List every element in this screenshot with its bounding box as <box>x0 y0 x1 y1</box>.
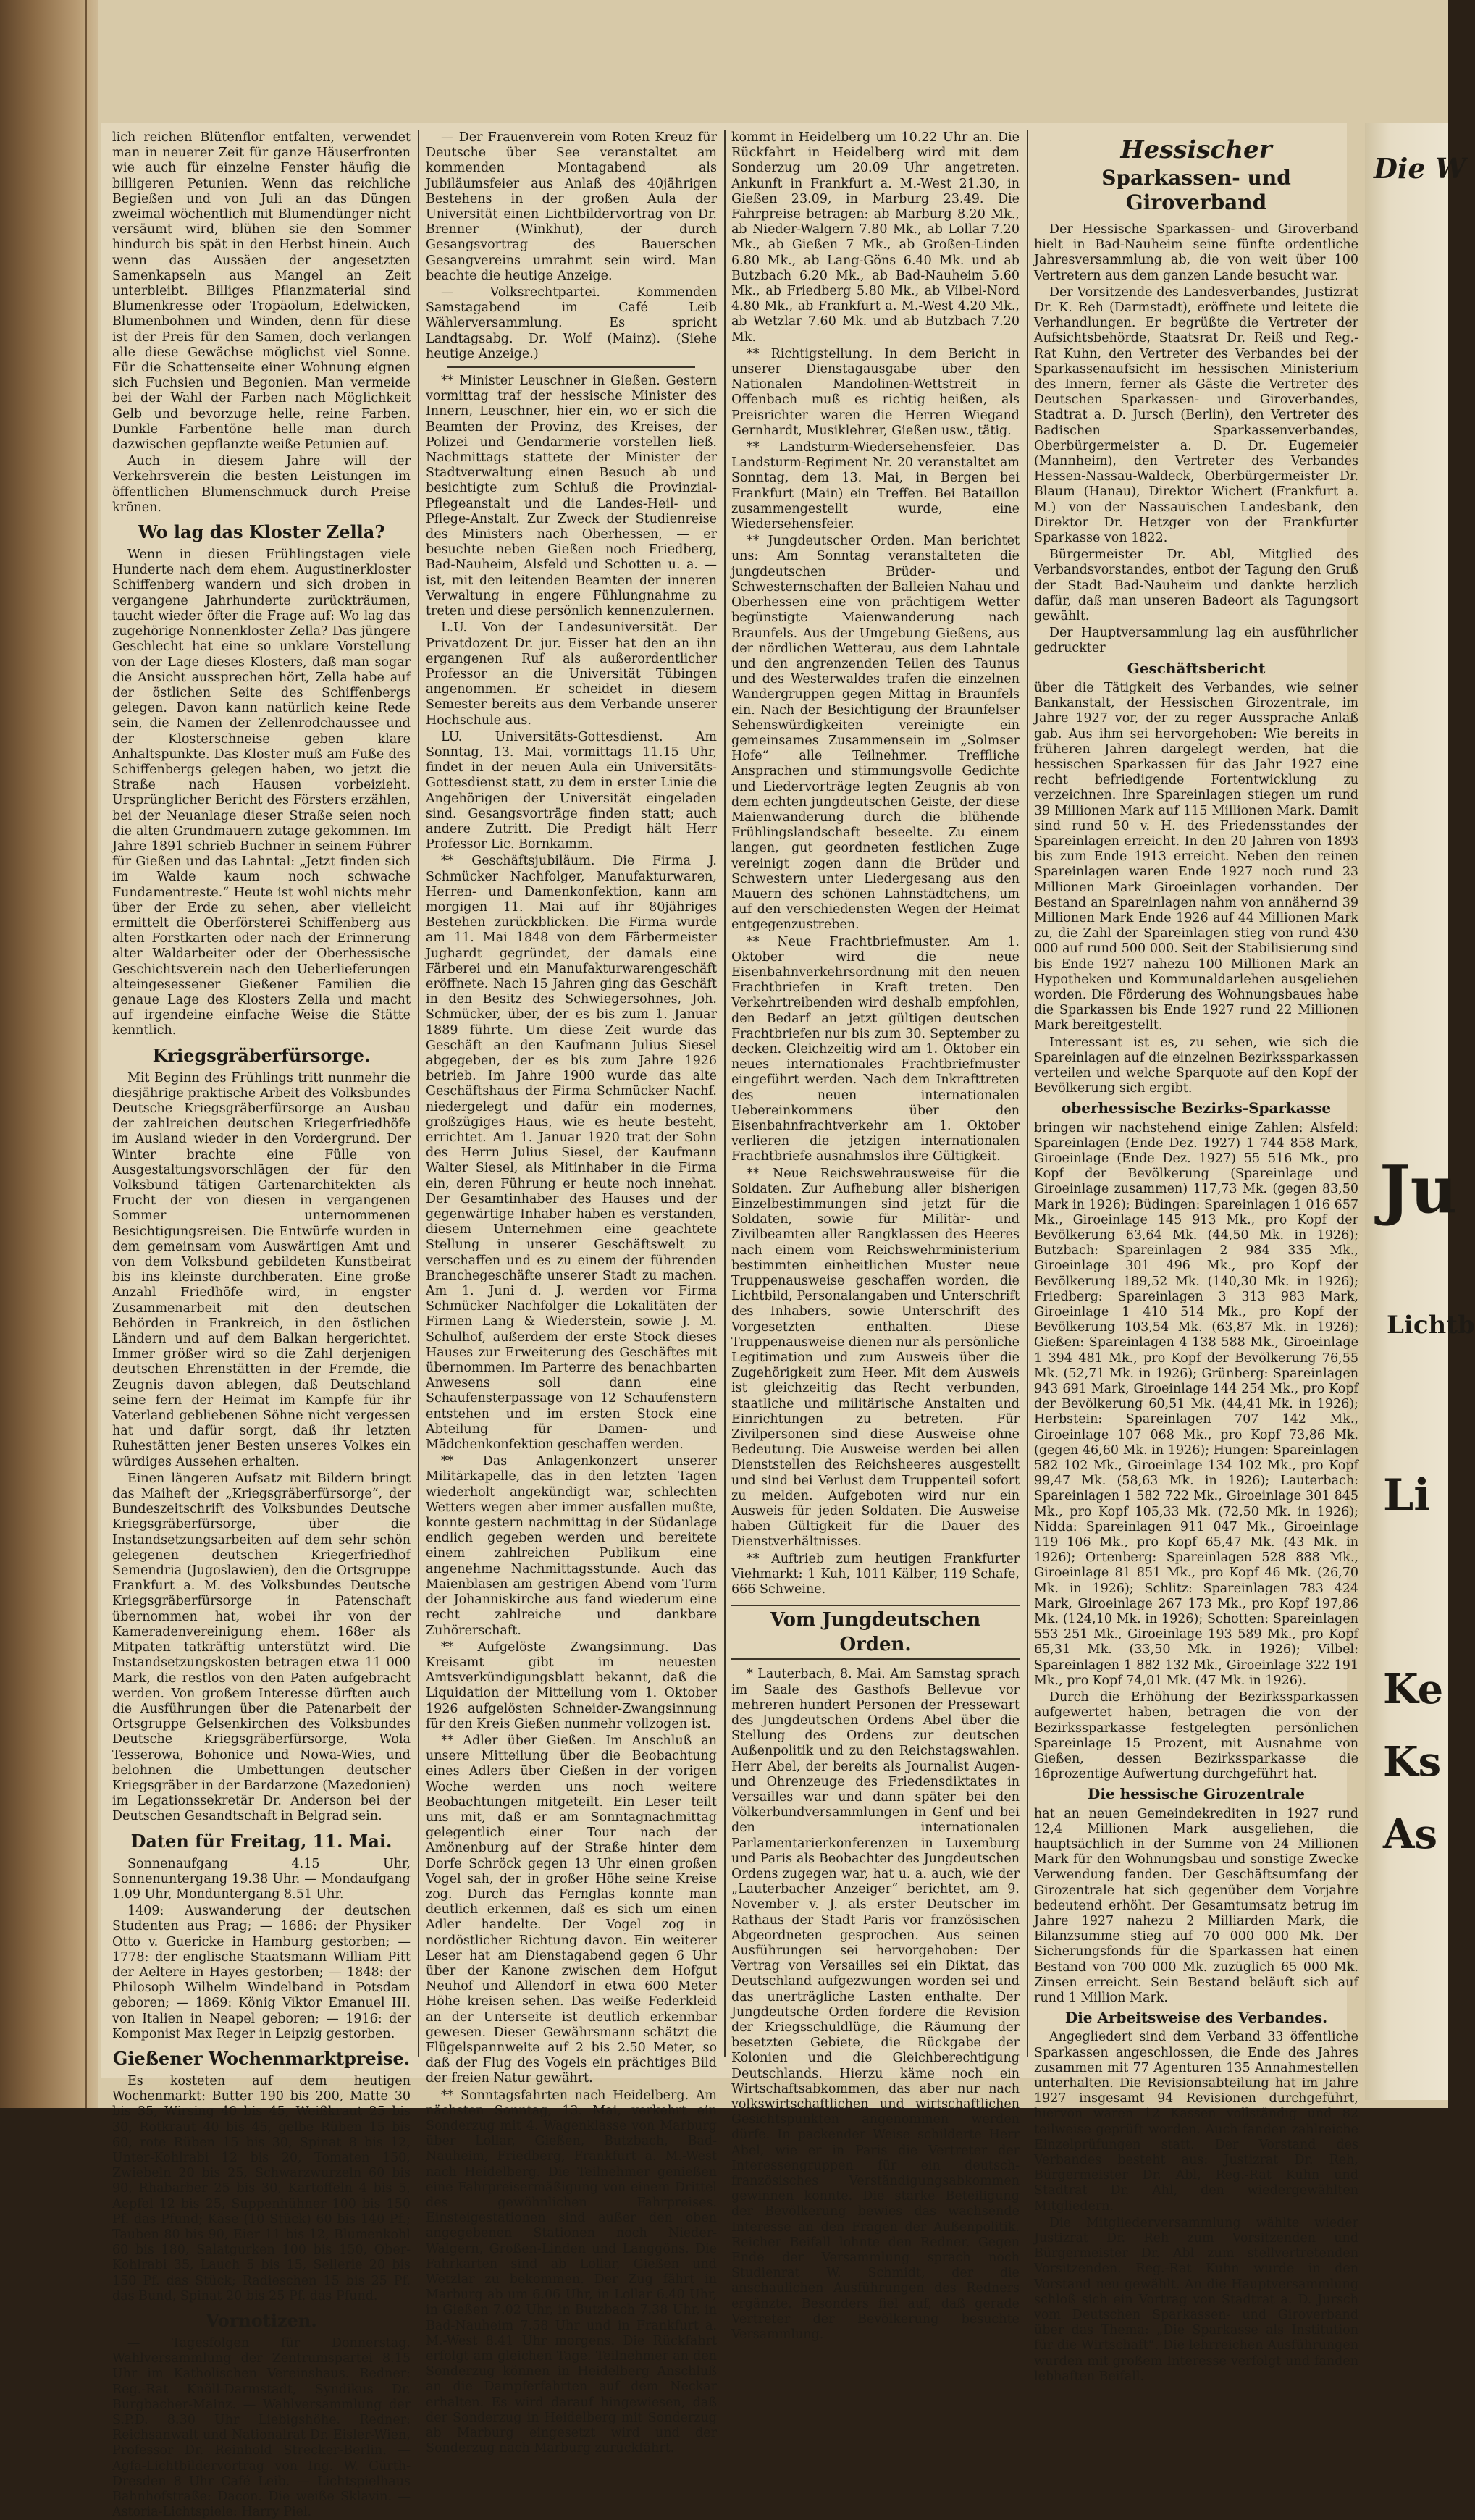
headline-hessischer: Hessischer <box>1120 135 1272 164</box>
paragraph: ** Richtigstellung. In dem Bericht in unserer Dienstagausgabe über den Nationalen Mandolinen-Wettstreit in Offenbach muß es richtig heißen, als Preisrichter waren die Herren Wiegand Gernhardt, Musiklehrer, Gießen usw., tätig. <box>731 346 1020 438</box>
paragraph: ** Aufgelöste Zwangsinnung. Das Kreisamt gibt im neuesten Amtsverkündigungsblatt bekannt, daß die Liquidation der Mitteilung vom 1. Oktober 1926 aufgelösten Schneider-Zwangsinnung für den Kreis Gießen nunmehr vollzogen ist. <box>426 1639 717 1731</box>
paragraph: ** Landsturm-Wiedersehensfeier. Das Landsturm-Regiment Nr. 20 veranstaltet am Sonntag, dem 13. Mai, in Bergen bei Frankfurt (Main) ein Treffen. Bei Bataillon zusammengestellt wurde, eine Wiedersehensfeier. <box>731 440 1020 532</box>
paragraph: ** Das Anlagenkonzert unserer Militärkapelle, das in den letzten Tagen wiederholt angekündigt war, schlechten Wetters wegen aber immer ausfallen mußte, konnte gestern nachmittag in der Südanlage endlich gegeben werden und bereitete einem zahlreichen Publikum eine angenehme Nachmittagsstunde. Auch das Maienblasen am gestrigen Abend vom Turm der Johanniskirche aus fand wiederum eine recht zahlreiche und dankbare Zuhörerschaft. <box>426 1454 717 1638</box>
book-binding <box>0 0 98 2108</box>
paragraph: Einen längeren Aufsatz mit Bildern bringt das Maiheft der „Kriegsgräberfürsorge“, der Bundeszeitschrift des Volksbundes Deutsche Kriegsgräberfürsorge, über die Instandsetzungsarbeiten auf dem sehr schön gelegenen deutschen Kriegerfriedhof Semendria (Jugoslawien), den die Ortsgruppe Frankfurt a. M. des Volksbundes Deutsche Kriegsgräberfürsorge in Patenschaft übernommen hat, wobei ihr von der Kameradenvereinigung ehem. 168er als Mitpaten tatkräftig unterstützt wird. Die Instandsetzungskosten betragen etwa 11 000 Mark, die restlos von den Paten aufgebracht werden. Von großem Interesse dürften auch die Ausführungen über die Patenarbeit der Ortsgruppe Gelsenkirchen des Volksbundes Deutsche Kriegsgräberfürsorge, Wola Tesserowa, Bohonice und Nowa-Wies, und belohnen die Umbettungen deutscher Kriegsgräber in der Bardarzone (Mazedonien) im Legationssekretär Dr. Anderson bei der Deutschen Gesandtschaft in Belgrad sein. <box>112 1471 411 1824</box>
facing-page-edge <box>1365 123 1475 2100</box>
subhead-bezirkssparkasse: oberhessische Bezirks-Sparkasse <box>1061 1099 1332 1117</box>
paragraph: ** Neue Frachtbriefmuster. Am 1. Oktober wird die neue Eisenbahnverkehrsordnung mit den neuen Frachtbriefen in Kraft treten. Den Verkehrtreibenden wird deshalb empfohlen, den Bedarf an jetzt gültigen deutschen Frachtbriefen nur bis zum 30. September zu decken. Gleichzeitig wird am 1. Oktober ein neues internationales Frachtbriefmuster eingeführt werden. Nach dem Inkrafttreten des neuen internationalen Uebereinkommens über den Eisenbahnfrachtverkehr am 1. Oktober verlieren die jetzigen internationalen Frachtbriefe ausnahmslos ihre Gültigkeit. <box>731 934 1020 1164</box>
column-2 <box>426 130 717 2456</box>
headline-sparkassenverband: Sparkassen- und Giroverband <box>1101 166 1291 214</box>
paragraph: * Lauterbach, 8. Mai. Am Samstag sprach im Saale des Gasthofs Bellevue vor mehreren hundert Personen der Pressewart des Jungdeutschen Ordens Abel über die Stellung des Ordens zur deutschen Außenpolitik und zu den Reichstagswahlen. Herr Abel, der bereits als Journalist Augen- und Ohrenzeuge des Friedensdiktates in Versailles war und dann später bei den Völkerbundversammlungen in Genf und bei den internationalen Parlamentarierkonferenzen in Luxemburg und Paris als Beobachter des Jungdeutschen Ordens zugegen war, hat u. a. auch, wie der „Lauterbacher Anzeiger“ berichtet, am 9. November v. J. als erster Deutscher im Rathaus der Stadt Paris vor französischen Abgeordneten gesprochen. Aus seinen Ausführungen sei hervorgehoben: Der Vertrag von Versailles sei ein Diktat, das Deutschland aufgezwungen worden sei und das unerträgliche Lasten enthalte. Der Jungdeutsche Orden fordere die Revision der Kriegsschuldlüge, die Räumung der besetzten Gebiete, die Rückgabe der Kolonien und die Gleichberechtigung Deutschlands. Hierzu käme noch ein Wirtschaftsabkommen, das aber nur nach volkswirtschaftlichen und wirtschaftlichen Gesichtspunkten angenommen werden dürfe. In packender Weise schilderte Herr Abel, wie er in Paris die Vertreter der Interessengruppen für ein deutsch-französisches Verständigungsabkommen gewinnen konnte. Die starke Beteiligung der Bevölkerung bewies das wachsende Interesse an den Fragen der Außenpolitik. Reicher Beifall lohnte den Redner. Gegen Ende der Versammlung sprach noch Studienrat W. Schmidt, der die anschaulichen Ausführungen des Redners ergänzte. Besonders fiel auf, daß gerade Vertreter der Bevölkerung besuchte Versammlung. <box>731 1667 1020 2343</box>
section-divider <box>447 366 695 368</box>
headline-vornotizen: Vornotizen. <box>206 2310 317 2332</box>
paragraph: L.U. Von der Landesuniversität. Der Privatdozent Dr. jur. Eisser hat den an ihn ergangenen Ruf als außerordentlicher Professor an die Universität Tübingen angenommen. Er scheidet in diesem Semester bereits aus dem Verbande unserer Hochschule aus. <box>426 621 717 728</box>
binding-edge <box>85 0 87 2108</box>
paragraph: — Der Frauenverein vom Roten Kreuz für Deutsche über See veranstaltet am kommenden Montagabend als Jubiläumsfeier aus Anlaß des 40jährigen Bestehens in der großen Aula der Universität einen Lichtbildervortrag von Dr. Brenner (Winkhut), der durch Gesangsvortrag des Bauerschen Gesangvereins umrahmt sein wird. Man beachte die heutige Anzeige. <box>426 130 717 283</box>
paragraph: ** Neue Reichswehrausweise für die Soldaten. Zur Aufhebung aller bisherigen Einzelbestimmungen sind jetzt für die Soldaten, sowie für Militär- und Zivilbeamten aller Rangklassen des Heeres nach einem vom Reichswehrministerium bestimmten einheitlichen Muster neue Truppenausweise geschaffen worden, die Lichtbild, Personalangaben und Unterschrift des Inhabers, sowie Unterschrift des Vorgesetzten enthalten. Diese Truppenausweise dienen nur als persönliche Legitimation und zum Ausweis über die Zugehörigkeit zum Heer. Mit dem Ausweis ist gleichzeitig das Recht verbunden, staatliche und militärische Anstalten und Einrichtungen zu betreten. Für Zivilpersonen sind diese Ausweise ohne Bedeutung. Die Ausweise werden bei allen Dienststellen des Reichsheeres ausgestellt und sind bei Verlust dem Truppenteil sofort zu melden. Aufgeboten wird nur ein Ausweis für jeden Soldaten. Die Ausweise haben Gültigkeit für die Dauer des Dienstverhältnisses. <box>731 1166 1020 1550</box>
paragraph: — Volksrechtpartei. Kommenden Samstagabend im Café Leib Wählerversammlung. Es spricht Landtagsabg. Dr. Wolf (Mainz). (Siehe heutige Anzeige.) <box>426 285 717 361</box>
paragraph: Der Hauptversammlung lag ein ausführlicher gedruckter <box>1034 626 1358 656</box>
paragraph: Auch in diesem Jahre will der Verkehrsverein die besten Leistungen im öffentlichen Blumenschmuck durch Preise krönen. <box>112 454 411 515</box>
paragraph: Es kosteten auf dem heutigen Wochenmarkt: Butter 190 bis 200, Matte 30 bis 35, Wirsing 40 bis 45, Weißkraut 25 bis 30, Rotkraut 40 bis 45, gelbe Rüben 15 bis 60, rote Rüben 15 bis 30, Spinat 8 bis 12, Unter-Kohlrabi 12 bis 20, Tomaten 150, Zwiebeln 20 bis 25, Schwarzwurzeln 60 bis 90, Rhabarber 25 bis 30, Kartoffeln 4 bis 5, Aepfel 12 bis 25, Suppenhühner 100 bis 150 Pf. das Pfund; Käse (10 Stück) 60 bis 140 Pf.; Tauben 80 bis 90, Eier 11 bis 12, Blumenkohl 60 bis 180, Salatgurken 100 bis 150, Ober-Kohlrabi 35, Lauch 5 bis 15, Sellerie 20 bis 150 Pf. das Stück; Radieschen 15 bis 25 Pf. das Bund, Spinat 20 bis 25 Pf. das Pfund. <box>112 2073 411 2303</box>
paragraph: Interessant ist es, zu sehen, wie sich die Spareinlagen auf die einzelnen Bezirkssparkassen verteilen und welche Sparquote auf den Kopf der Bevölkerung sich ergibt. <box>1034 1035 1358 1096</box>
paragraph: kommt in Heidelberg um 10.22 Uhr an. Die Rückfahrt in Heidelberg wird mit dem Sonderzug um 20.09 Uhr angetreten. Ankunft in Frankfurt a. M.-West 21.30, in Gießen 23.09, in Marburg 23.49. Die Fahrpreise betragen: ab Marburg 8.20 Mk., ab Nieder-Walgern 7.80 Mk., ab Lollar 7.20 Mk., ab Gießen 7 Mk., ab Großen-Linden 6.80 Mk., ab Lang-Göns 6.40 Mk. und ab Butzbach 6.20 Mk., ab Bad-Nauheim 5.60 Mk., ab Friedberg 5.80 Mk., ab Vilbel-Nord 4.80 Mk., ab Frankfurt a. M.-West 4.20 Mk., ab Wetzlar 7.60 Mk. und ab Butzbach 7.20 Mk. <box>731 130 1020 345</box>
paragraph: Angegliedert sind dem Verband 33 öffentliche Sparkassen angeschlossen, die Ende des Jahres zusammen mit 77 Agenturen 135 Annahmestellen unterhalten. Die Revisionsabteilung hat im Jahre 1927 insgesamt 94 Revisionen durchgeführt, hiervon waren 12 Kassen vollständig und 82 teilweise geprüft worden. Auch fanden zahlreiche Einzelprüfungen statt. Der Vorstand des Verbandes besteht aus: Justizrat Dr. Reh, Bürgermeister Dr. Abl, Reg.-Rat Kuhn und Stadtrat Dr. Ahl, den wiedergewählten Mitgliedern. <box>1034 2030 1358 2214</box>
facing-ad-text: As <box>1383 1810 1437 1858</box>
subhead-geschaeftsbericht: Geschäftsbericht <box>1127 659 1266 677</box>
paragraph: ** Minister Leuschner in Gießen. Gestern vormittag traf der hessische Minister des Innern, Leuschner, hier ein, wo er sich die Beamten der Provinz, des Kreises, der Polizei und Gendarmerie vorstellen ließ. Nachmittags stattete der Minister der Stadtverwaltung einen Besuch ab und besichtigte zum Schluß die Provinzial-Pflegeanstalt und die Landes-Heil- und Pflege-Anstalt. Zur Zweck der Studienreise des Ministers nach Oberhessen, — er besuchte neben Gießen noch Friedberg, Bad-Nauheim, Alsfeld und Schotten u. a. — ist, mit den leitenden Beamten der inneren Verwaltung in engere Fühlungnahme zu treten und diese persönlich kennenzulernen. <box>426 374 717 619</box>
paragraph: lich reichen Blütenflor entfalten, verwendet man in neuerer Zeit für ganze Häuserfronten wie auch für einzelne Fenster häufig die billigeren Petunien. Wenn das reichliche Begießen und von Juli an das Düngen zweimal wöchentlich mit Blumendünger nicht versäumt wird, blühen sie den Sommer hindurch bis spät in den Herbst hinein. Auch wenn das Aussäen der angesetzten Samenkapseln aus Mangel an Zeit unterbleibt. Billiges Pflanzmaterial sind Blumenkresse oder Tropäolum, Edelwicken, Blumenbohnen und Winden, denn für diese ist der Preis für den Samen, doch verlangen alle diese Gewächse möglichst viel Sonne. Für die Schattenseite einer Wohnung eignen sich Fuchsien und Begonien. Man vermeide bei der Wahl der Farben nach Möglichkeit Gelb und bevorzuge helle, reine Farben. Dunkle Farbentöne helle man durch dazwischen gepflanzte weiße Petunien auf. <box>112 130 411 453</box>
paragraph: ** Adler über Gießen. Im Anschluß an unsere Mitteilung über die Beobachtung eines Adlers über Gießen in der vorigen Woche werden uns noch weitere Beobachtungen mitgeteilt. Ein Leser teilt uns mit, daß er am Sonntagnachmittag gelegentlich einer Tour nach der Amönenburg auf der Straße hinter dem Dorfe Schröck gegen 13 Uhr einen großen Vogel sah, der in großer Höhe seine Kreise zog. Durch das Fernglas konnte man deutlich erkennen, daß es sich um einen Adler handelte. Der Vogel zog in nordöstlicher Richtung davon. Ein weiterer Leser hat am Dienstagabend gegen 6 Uhr über der Kanone zwischen dem Hofgut Neuhof und Allendorf in etwa 600 Meter Höhe kreisen sehen. Das weiße Federkleid an der Unterseite ist deutlich erkennbar gewesen. Dieser Gewährsmann schätzt die Flügelspannweite auf 2 bis 2.50 Meter, so daß der Flug des Vogels ein prächtiges Bild der freien Natur gewährt. <box>426 1733 717 2086</box>
paragraph: ** Geschäftsjubiläum. Die Firma J. Schmücker Nachfolger, Manufakturwaren, Herren- und Damenkonfektion, kann am morgigen 11. Mai auf ihr 80jähriges Bestehen zurückblicken. Die Firma wurde am 11. Mai 1848 von dem Färbermeister Jughardt gegründet, der damals eine Färberei und ein Manufakturwarengeschäft eröffnete. Nach 15 Jahren ging das Geschäft in den Besitz des Schwiegersohnes, Joh. Schmücker, über, der es bis zum 1. Januar 1889 führte. Um diese Zeit wurde das Geschäft an den Kaufmann Julius Siesel abgegeben, der es bis zum Jahre 1926 betrieb. Im Jahre 1900 wurde das alte Geschäftshaus der Firma Schmücker Nachf. niedergelegt und dafür ein modernes, großzügiges Haus, wie es heute besteht, errichtet. Am 1. Januar 1920 trat der Sohn des Herrn Julius Siesel, der Kaufmann Walter Siesel, als Mitinhaber in die Firma ein, deren Führung er heute noch innehat. Der Gesamtinhaber des Hauses und der gegenwärtige Inhaber haben es verstanden, diesem Unternehmen eine geachtete Stellung in unserer Geschäftswelt zu verschaffen und es zu einem der führenden Branchegeschäfte unserer Stadt zu machen. Am 1. Juni d. J. werden vor Firma Schmücker Nachfolger die Lokalitäten der Firmen Lang & Wiederstein, sowie J. M. Schulhof, außerdem der erste Stock dieses Hauses zur Erweiterung des Geschäftes mit übernommen. Im Parterre des benachbarten Anwesens soll dann eine Schaufensterpassage von 12 Schaufenstern entstehen und im ersten Stock eine Abteilung für Damen- und Mädchenkonfektion geschaffen werden. <box>426 854 717 1453</box>
headline-daten: Daten für Freitag, 11. Mai. <box>130 1830 392 1852</box>
headline-jungdeutscher-orden: Vom Jungdeutschen Orden. <box>731 1605 1020 1660</box>
paragraph: Der Hessische Sparkassen- und Giroverband hielt in Bad-Nauheim seine fünfte ordentliche Jahresversammlung ab, die von weit über 100 Vertretern aus dem ganzen Lande besucht war. <box>1034 222 1358 283</box>
facing-ad-text: Ju <box>1379 1151 1458 1228</box>
headline-marktpreise: Gießener Wochenmarktpreise. <box>112 2047 411 2069</box>
paragraph: über die Tätigkeit des Verbandes, wie seiner Bankanstalt, der Hessischen Girozentrale, im Jahre 1927 vor, der zu reger Aussprache Anlaß gab. Aus ihm sei hervorgehoben: Wie bereits in früheren Jahren dargelegt werden, hat die hessischen Sparkassen für das Jahr 1927 eine recht befriedigende Fortentwicklung zu verzeichnen. Ihre Spareinlagen stiegen um rund 39 Millionen Mark auf 115 Millionen Mark. Damit sind rund 50 v. H. des Friedensstandes der Spareinlagen erreicht. In den 20 Jahren von 1893 bis zum Ende 1913 erreicht. Neben den reinen Spareinlagen waren Ende 1927 noch rund 23 Millionen Mark Giroeinlagen vorhanden. Der Bestand an Spareinlagen nahm von annähernd 39 Millionen Mark Ende 1926 auf 44 Millionen Mark zu, die Zahl der Spareinlagen stieg von rund 430 000 auf rund 500 000. Seit der Stabilisierung sind bis Ende 1927 nahezu 100 Millionen Mark an Hypotheken und Kommunaldarlehen ausgeliehen worden. Die Förderung des Wohnungsbaues habe die Sparkassen bis Ende 1927 rund 22 Millionen Mark bereitgestellt. <box>1034 680 1358 1033</box>
column-4 <box>1034 134 1358 2384</box>
facing-ad-text: Ke <box>1383 1666 1444 1713</box>
headline-zella: Wo lag das Kloster Zella? <box>138 521 385 543</box>
subhead-arbeitsweise: Die Arbeitsweise des Verbandes. <box>1064 2009 1328 2027</box>
paragraph: LU. Universitäts-Gottesdienst. Am Sonntag, 13. Mai, vormittags 11.15 Uhr, findet in der neuen Aula ein Universitäts-Gottesdienst statt, zu dem in erster Linie die Angehörigen der Universität eingeladen sind. Gesangsvorträge finden statt; auch andere Zutritt. Die Predigt hält Herr Professor Lic. Bornkamm. <box>426 729 717 852</box>
column-1 <box>112 130 411 2520</box>
column-3 <box>731 130 1020 2343</box>
facing-ad-text: Lichtb <box>1387 1311 1475 1340</box>
subhead-girozentrale: Die hessische Girozentrale <box>1088 1785 1305 1803</box>
column-rule <box>418 130 419 2057</box>
paragraph: — Tagesfolgen für Donnerstag. Wahlversammlung der Zentrumspartei 8.15 Uhr im Katholischen Vereinshaus. Redner: Reg.-Rat Knöll-Darmstadt, Syndikus Dr. Burgbacher-Mainz. — Wahlversammlung der S.P.D. 8.30 Uhr Liebigshöhe. Redner: Reichsanwalt und Nationalrat Dr. Eisler-Wien, Professor Dr. Reinhold Strecker-Berlin. — Agfa-Lichtbildervortrag von Ing. W. Gürth-Dresden 8 Uhr Café Leib. — Lichtspielhaus Bahnhofstraße: Dacon. Die weiße Sklavin. — Astoria-Lichtspiele: Harry Piel. <box>112 2336 411 2520</box>
paragraph: ** Auftrieb zum heutigen Frankfurter Viehmarkt: 1 Kuh, 1011 Kälber, 119 Schafe, 666 Schweine. <box>731 1551 1020 1597</box>
paragraph: hat an neuen Gemeindekrediten in 1927 rund 12,4 Millionen Mark ausgeliehen, die hauptsächlich in der Summe von 24 Millionen Mark für den Wohnungsbau und sonstige Zwecke Verwendung fanden. Der Geschäftsumfang der Girozentrale hat sich gegenüber dem Vorjahre bedeutend erhöht. Der Gesamtumsatz betrug im Jahre 1927 nahezu 2 Milliarden Mark, die Bilanzsumme stieg auf 70 000 000 Mk. Der Sicherungsfonds für die Sparkassen hat einen Bestand von 700 000 Mk. zuzüglich 65 000 Mk. Zinsen erreicht. Sein Bestand beläuft sich auf rund 1 Million Mark. <box>1034 1806 1358 2005</box>
paragraph: bringen wir nachstehend einige Zahlen: Alsfeld: Spareinlagen (Ende Dez. 1927) 1 744 858 Mark, Giroeinlage (Ende Dez. 1927) 55 516 Mk., pro Kopf der Bevölkerung (Spareinlage und Giroeinlage zusammen) 117,73 Mk. (gegen 83,50 Mark in 1926); Büdingen: Spareinlagen 1 016 657 Mk., Giroeinlage 145 913 Mk., pro Kopf der Bevölkerung 63,64 Mk. (44,50 Mk. in 1926); Butzbach: Spareinlagen 2 984 335 Mk., Giroeinlage 301 496 Mk., pro Kopf der Bevölkerung 189,52 Mk. (140,30 Mk. in 1926); Friedberg: Spareinlagen 3 313 983 Mark, Giroeinlage 1 410 514 Mk., pro Kopf der Bevölkerung 103,54 Mk. (63,87 Mk. in 1926); Gießen: Spareinlagen 4 138 588 Mk., Giroeinlage 1 394 481 Mk., pro Kopf der Bevölkerung 76,55 Mk. (52,71 Mk. in 1926); Grünberg: Spareinlagen 943 691 Mark, Giroeinlage 144 254 Mk., pro Kopf der Bevölkerung 60,51 Mk. (44,41 Mk. in 1926); Herbstein: Spareinlagen 707 142 Mk., Giroeinlage 107 068 Mk., pro Kopf 73,86 Mk. (gegen 46,60 Mk. in 1926); Hungen: Spareinlagen 582 102 Mk., Giroeinlage 134 102 Mk., pro Kopf 99,47 Mk. (58,63 Mk. in 1926); Lauterbach: Spareinlagen 1 582 722 Mk., Giroeinlage 301 845 Mk., pro Kopf 105,33 Mk. (72,50 Mk. in 1926); Nidda: Spareinlagen 911 047 Mk., Giroeinlage 119 106 Mk., pro Kopf 65,47 Mk. (43 Mk. in 1926); Ortenberg: Spareinlagen 528 888 Mk., Giroeinlage 81 851 Mk., pro Kopf 46 Mk. (26,70 Mk. in 1926); Schlitz: Spareinlagen 783 424 Mark, Giroeinlage 267 173 Mk., pro Kopf 197,86 Mk. (124,10 Mk. in 1926); Schotten: Spareinlagen 553 251 Mk., Giroeinlage 193 589 Mk., pro Kopf 65,31 Mk. (33,50 Mk. in 1926); Vilbel: Spareinlagen 1 882 132 Mk., Giroeinlage 322 191 Mk., pro Kopf 74,01 Mk. (47 Mk. in 1926). <box>1034 1120 1358 1688</box>
facing-masthead: Die W <box>1374 152 1466 185</box>
paragraph: Mit Beginn des Frühlings tritt nunmehr die diesjährige praktische Arbeit des Volksbundes Deutsche Kriegsgräberfürsorge an Ausbau der zahlreichen deutschen Kriegerfriedhöfe im Ausland wieder in den Vordergrund. Der Winter brachte eine Fülle von Ausgestaltungsvorschlägen der für den Volksbund tätigen Gartenarchitekten als Frucht der von diesen in vergangenen Sommer unternommenen Besichtigungsreisen. Die Entwürfe wurden in dem gemeinsam vom Auswärtigen Amt und von dem Volksbund gebildeten Kunstbeirat bis ins kleinste durchberaten. Eine große Anzahl Friedhöfe wird, in engster Zusammenarbeit mit den deutschen Behörden in Frankreich, in den östlichen Ländern und auf dem Balkan hergerichtet. Immer größer wird so die Zahl derjenigen deutschen Ehrenstätten in der Fremde, die Zeugnis davon ablegen, daß Deutschland seine fern der Heimat im Kampfe für ihr Vaterland gebliebenen Söhne nicht vergessen hat und dafür sorgt, daß ihr letzten Ruhestätten jener Besten unseres Volkes ein würdiges Aussehen erhalten. <box>112 1070 411 1469</box>
paragraph: ** Jungdeutscher Orden. Man berichtet uns: Am Sonntag veranstalteten die jungdeutschen Brüder- und Schwesternschaften der Balleien Nahau und Oberhessen eine von prächtigem Wetter begünstigte Maienwanderung nach Braunfels. Aus der Umgebung Gießens, aus der nördlichen Wetterau, aus dem Lahntale und den angrenzenden Teilen des Taunus und des Westerwaldes trafen die einzelnen Wandergruppen gegen Mittag in Braunfels ein. Nach der Besichtigung der Braunfelser Sehenswürdigkeiten vereinigte ein gemeinsames Zusammensein im „Solmser Hofe“ alle Teilnehmer. Treffliche Ansprachen und stimmungsvolle Gedichte und Liedervorträge legten Zeugnis ab von dem echten jungdeutschen Geiste, der diese Maienwanderung durch die blühende Frühlingslandschaft beseelte. Zu einem langen, gut geordneten festlichen Zuge vereinigt zogen dann die Brüder und Schwestern unter Liedergesang aus den Mauern des schönen Lahnstädtchens, um auf den verschiedensten Wegen der Heimat entgegenzustreben. <box>731 534 1020 933</box>
paragraph: Die Mitgliederversammlung wählte wieder Justizrat Dr. Reh zum Vorsitzenden und Bürgermeister Dr. Abl zum stellvertretenden Vorsitzenden. Reg.-Rat Kuhn wurde in den Vorstand neu gewählt. An die Hauptversammlung schloß sich ein Vortrag von Stadtrat a. D. Jursch vom Deutschen Sparkassen- und Giroverband über das Thema: „Die Sparkasse als Institution für die Wirtschaft“. Die lehrreichen Ausführungen wurden mit großem Interesse verfolgt und fanden lebhaften Beifall. <box>1034 2215 1358 2384</box>
paragraph: Wenn in diesen Frühlingstagen viele Hunderte nach dem ehem. Augustinerkloster Schiffenberg wandern und sich droben in vergangene Jahrhunderte zurückträumen, taucht wieder öfter die Frage auf: Wo lag das zugehörige Nonnenkloster Zella? Das jüngere Geschlecht hat eine so unklare Vorstellung von der Lage dieses Klosters, daß man sogar die Ansicht aussprechen hört, Zella habe auf der östlichen Seite des Schiffenbergs gelegen. Davon kann natürlich keine Rede sein, die Namen der Zellenrodchaussee und der Klosterschneise geben klare Anhaltspunkte. Das Kloster muß am Fuße des Schiffenbergs gelegen haben, wo jetzt die Straße nach Hausen vorbeizieht. Ursprünglicher Bericht des Försters erzählen, bei der Neuanlage dieser Straße seien noch die alten Grundmauern zutage gekommen. Im Jahre 1891 schrieb Buchner in seinem Führer für Gießen und das Lahntal: „Jetzt finden sich im Walde kaum noch schwache Fundamentreste.“ Heute ist wohl nichts mehr über der Erde zu sehen, aber vielleicht ermittelt die Oberförsterei Schiffenberg aus alten Forstkarten oder nach der Erinnerung alter Waldarbeiter oder der Oberhessische Geschichtsverein nach den Ueberlieferungen alteingesessener Gießener Familien die genaue Lage des Klosters Zella und macht auf irgendeine einfache Weise die Stätte kenntlich. <box>112 547 411 1038</box>
facing-ad-text: Li <box>1383 1470 1430 1521</box>
paragraph: Bürgermeister Dr. Abl, Mitglied des Verbandsvorstandes, entbot der Tagung den Gruß der Stadt Bad-Nauheim und dankte herzlich dafür, daß man unseren Badeort als Tagungsort gewählt. <box>1034 547 1358 624</box>
column-rule <box>1027 130 1028 2057</box>
facing-ad-text: Ks <box>1383 1738 1442 1786</box>
paragraph: 1409: Auswanderung der deutschen Studenten aus Prag; — 1686: der Physiker Otto v. Guericke in Hamburg gestorben; — 1778: der englische Staatsmann William Pitt der Aeltere in Hayes gestorben; — 1848: der Philosoph Wilhelm Windelband in Potsdam geboren; — 1869: König Viktor Emanuel III. von Italien in Neapel geboren; — 1916: der Komponist Max Reger in Leipzig gestorben. <box>112 1904 411 2041</box>
headline-kriegsgraeber: Kriegsgräberfürsorge. <box>152 1044 371 1066</box>
paragraph: Sonnenaufgang 4.15 Uhr, Sonnenuntergang 19.38 Uhr. — Mondaufgang 1.09 Uhr, Monduntergang 8.51 Uhr. <box>112 1856 411 1902</box>
paragraph: Durch die Erhöhung der Bezirkssparkassen aufgewertet haben, betragen die von der Bezirkssparkasse festgelegten persönlichen Spareinlage 15 Prozent, mit Ausnahme von Gießen, dessen Bezirkssparkasse die 16prozentige Aufwertung durchgeführt hat. <box>1034 1690 1358 1782</box>
paragraph: Der Vorsitzende des Landesverbandes, Justizrat Dr. K. Reh (Darmstadt), eröffnete und leitete die Verhandlungen. Er begrüßte die Vertreter der Aufsichtsbehörde, Staatsrat Dr. Reiß und Reg.-Rat Kuhn, den Vertreter des Verbandes bei der Sparkassenaufsicht im hessischen Ministerium des Innern, ferner als Gäste die Vertreter des Deutschen Sparkassen- und Giroverbandes, Stadtrat a. D. Jursch (Berlin), den Vertreter des Badischen Sparkassenverbandes, Oberbürgermeister a. D. Dr. Eugemeier (Mannheim), den Vertreter des Verbandes Hessen-Nassau-Waldeck, Oberbürgermeister Dr. Blaum (Hanau), Direktor Wichert (Frankfurt a. M.) von der Nassauischen Landesbank, den Direktor Dr. Hetzger von der Frankfurter Sparkasse von 1822. <box>1034 285 1358 546</box>
paragraph: ** Sonntagsfahrten nach Heidelberg. Am nächsten Sonntag, 13. Mai, verkehrt ein Sonderzug mit 4. Wagenklasse von Marburg über Lollar, Gießen, Butzbach, Bad-Nauheim, Friedberg, Frankfurt a. M.-West nach Heidelberg. Die Teilnehmer genießen eine Fahrpreisermäßigung von einem Drittel des gewöhnlichen Fahrpreises. Einsteigestationen sind außer den oben angegebenen Stationen noch Nieder-Walgern, Großen-Linden und Langgöns. Die Fahrkarten sind ab Lollar, Gießen und Wetzlar zu bekommen. Der Zug fährt in Marburg ab um 6.06 Uhr, in Lollar 6.40 Uhr, in Gießen 7.02 Uhr, in Butzbach 7.38 Uhr, in Bad-Nauheim 7.58 Uhr und in Frankfurt a. M.-West 8.41 Uhr morgens. Die Rückfahrt erfolgt am gleichen Tage. Teilnehmer an den Sonderzug können in Heidelberg Anschluß an die Dampferfahrten auf dem Neckar erhalten. Es wird darauf hingewiesen, daß der Sonderzug in Heidelberg mit Sonderzug ab Marburg eingesetzt wird und der Sonderzug nach Marburg zurückfährt. <box>426 2088 717 2456</box>
column-rule <box>724 130 726 2057</box>
